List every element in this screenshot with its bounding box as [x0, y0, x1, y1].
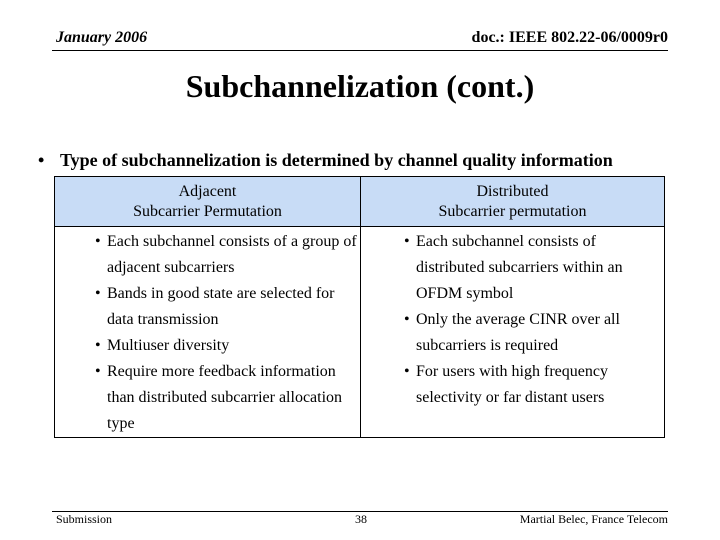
bullet-symbol: •: [95, 285, 101, 302]
bullet-text: Type of subchannelization is determined by channel quality information: [60, 150, 613, 170]
bullet-symbol: •: [95, 337, 101, 354]
distributed-list: [361, 229, 664, 411]
list-item-text: Each subchannel consists of a group of adjacent subcarriers: [107, 233, 357, 276]
column-header-line: Distributed: [476, 182, 549, 200]
list-item-text: For users with high frequency selectivity or far distant users: [416, 363, 608, 406]
list-item-text: Bands in good state are selected for data transmission: [107, 285, 335, 328]
bullet-symbol: •: [404, 311, 410, 328]
list-item-text: Require more feedback information than distributed subcarrier allocation type: [107, 363, 343, 432]
column-header-line: Subcarrier permutation: [438, 202, 587, 220]
footer-author: Martial Belec, France Telecom: [519, 512, 668, 526]
column-header-adjacent: [55, 177, 361, 227]
list-item: [55, 359, 360, 437]
bullet-symbol: •: [404, 363, 410, 380]
list-item: [55, 333, 360, 359]
bullet-symbol: •: [95, 363, 101, 380]
header-divider: [52, 50, 668, 51]
list-item-text: Multiuser diversity: [107, 337, 230, 354]
table-header-row: [55, 177, 665, 227]
list-item-text: Each subchannel consists of distributed subcarriers within an OFDM symbol: [416, 233, 623, 302]
footer-submission: Submission: [56, 512, 113, 526]
bullet-symbol: •: [95, 233, 101, 250]
main-bullet: [38, 150, 613, 171]
list-item: [361, 307, 664, 359]
list-item: [55, 281, 360, 333]
list-item-text: Only the average CINR over all subcarriers is required: [416, 311, 620, 354]
header-date: January 2006: [56, 29, 148, 46]
list-item: [361, 359, 664, 411]
slide-title: Subchannelization (cont.): [185, 68, 535, 104]
comparison-table: [54, 176, 665, 438]
adjacent-list: [55, 229, 360, 437]
bullet-symbol: •: [38, 150, 45, 170]
bullet-symbol: •: [404, 233, 410, 250]
cell-adjacent: [55, 227, 361, 438]
table-body-row: [55, 227, 665, 438]
column-header-distributed: [361, 177, 665, 227]
list-item: [361, 229, 664, 307]
list-item: [55, 229, 360, 281]
cell-distributed: [361, 227, 665, 438]
column-header-line: Subcarrier Permutation: [133, 202, 282, 220]
column-header-line: Adjacent: [178, 182, 237, 200]
footer-page-number: 38: [355, 512, 367, 526]
header-doc-id: doc.: IEEE 802.22-06/0009r0: [471, 29, 668, 46]
